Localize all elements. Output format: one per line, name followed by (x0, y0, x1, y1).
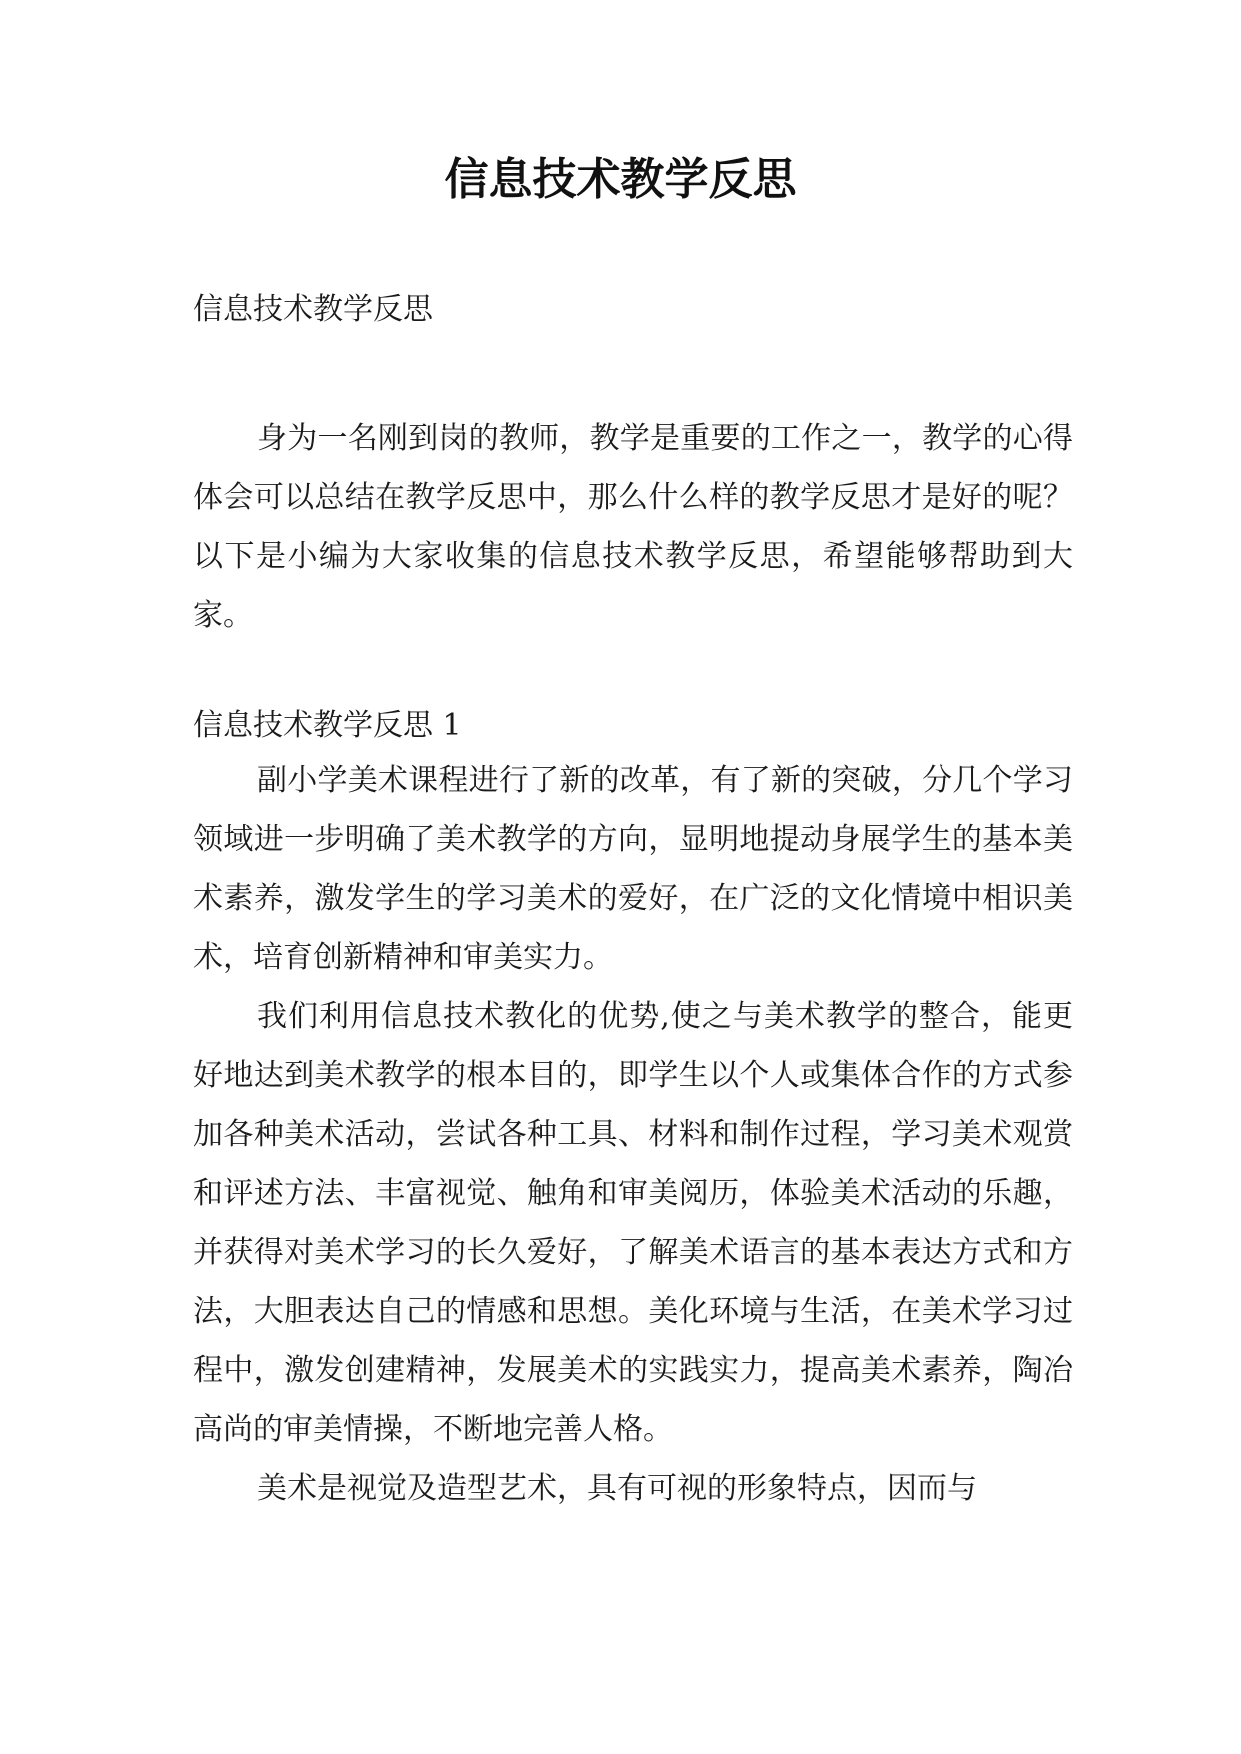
body-paragraph-1: 副小学美术课程进行了新的改革，有了新的突破，分几个学习领域进一步明确了美术教学的方向，显明地提动身展学生的基本美术素养，激发学生的学习美术的爱好，在广泛的文化情境中相识美术，培育创新精神和审美实力。 (193, 763, 1073, 975)
section-body (193, 751, 1073, 1518)
intro-paragraph: 身为一名刚到岗的教师，教学是重要的工作之一，教学的心得体会可以总结在教学反思中，那么什么样的教学反思才是好的呢？以下是小编为大家收集的信息技术教学反思，希望能够帮助到大家。 (193, 421, 1073, 633)
document-subtitle: 信息技术教学反思 (193, 292, 433, 327)
body-paragraph-3: 美术是视觉及造型艺术，具有可视的形象特点，因而与 (257, 1471, 977, 1506)
section-heading: 信息技术教学反思 1 (193, 708, 462, 743)
intro-block (193, 409, 1073, 645)
document-title: 信息技术教学反思 (444, 154, 797, 205)
body-paragraph-2: 我们利用信息技术教化的优势,使之与美术教学的整合，能更好地达到美术教学的根本目的，即学生以个人或集体合作的方式参加各种美术活动，尝试各种工具、材料和制作过程，学习美术观赏和评述方法、丰富视觉、触角和审美阅历，体验美术活动的乐趣，并获得对美术学习的长久爱好，了解美术语言的基本表达方式和方法，大胆表达自己的情感和思想。美化环境与生活，在美术学习过程中，激发创建精神，发展美术的实践实力，提高美术素养，陶冶高尚的审美情操，不断地完善人格。 (193, 999, 1073, 1447)
